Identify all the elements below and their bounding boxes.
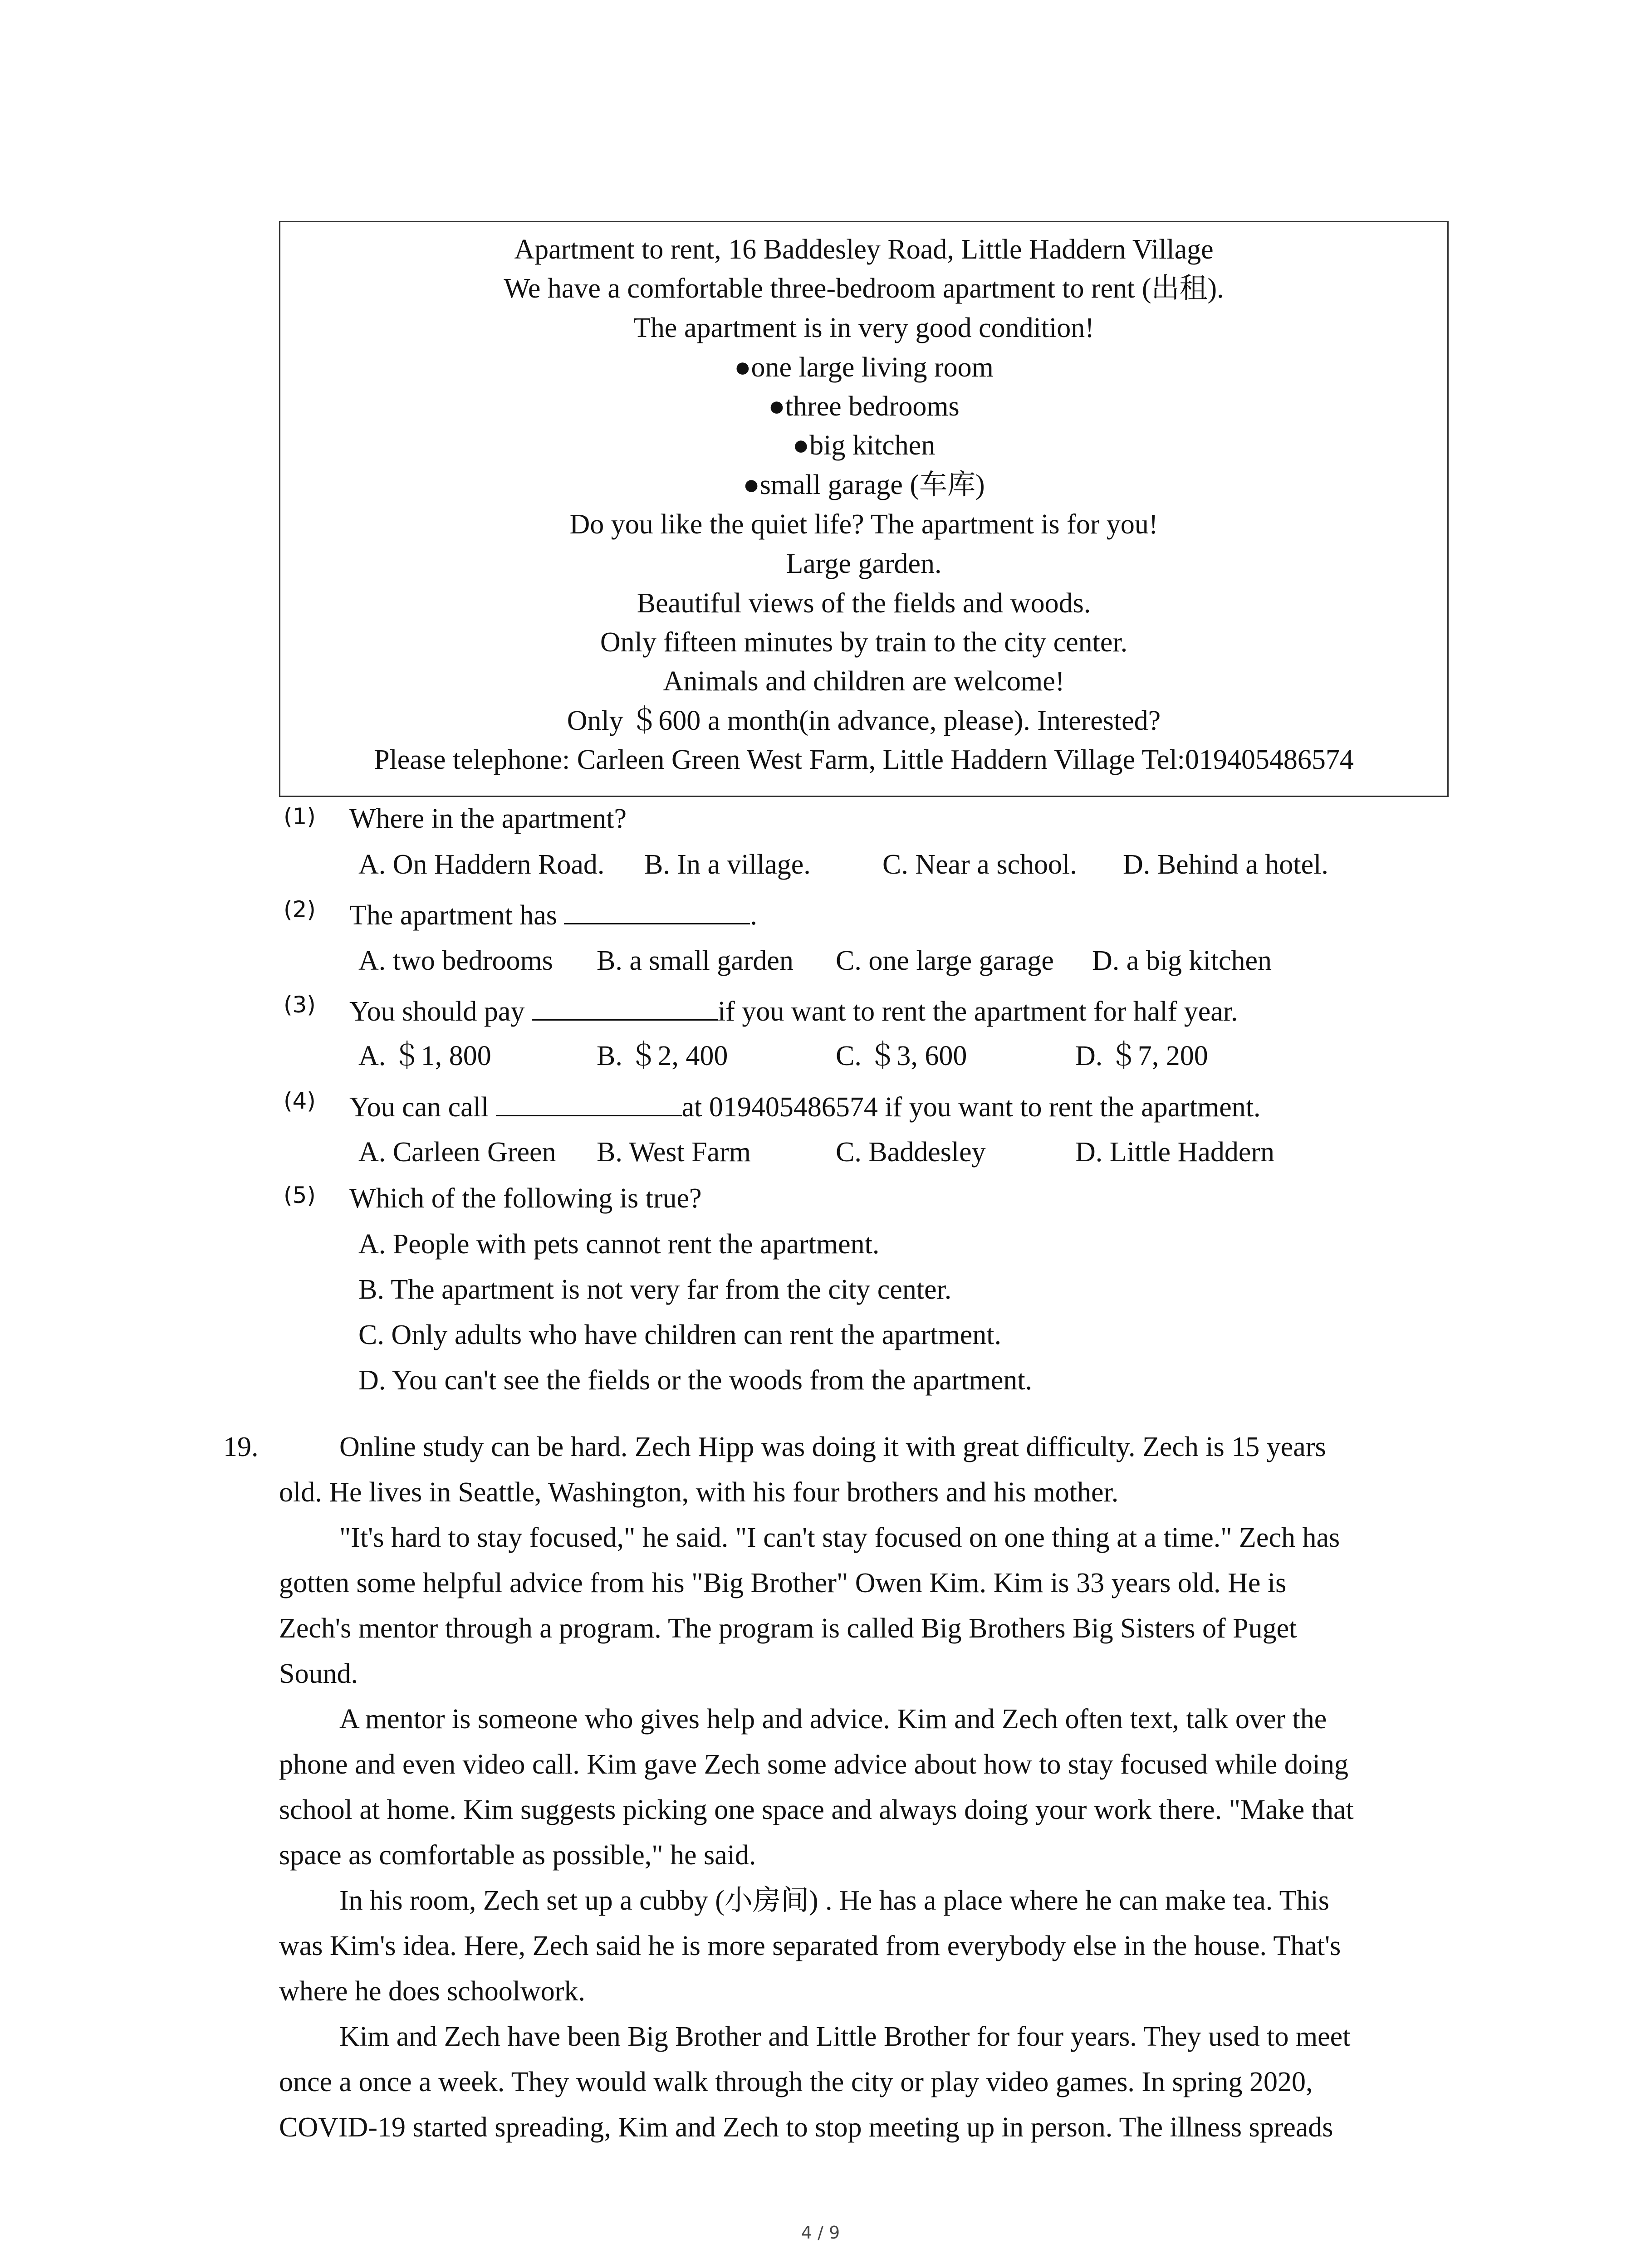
option-a: A. ＄1, 800 — [358, 1041, 491, 1071]
answer-blank — [532, 992, 718, 1021]
ad-title: Apartment to rent, 16 Baddesley Road, Little Haddern Village — [514, 234, 1214, 265]
ad-contact-line: Please telephone: Carleen Green West Farm, Little Haddern Village Tel:019405486574 — [374, 744, 1354, 775]
ad-line: Animals and children are welcome! — [663, 666, 1065, 697]
option-c: C. Only adults who have children can rent the apartment. — [358, 1320, 1001, 1350]
passage-line: COVID-19 started spreading, Kim and Zech to stop meeting up in person. The illness spreads — [279, 2112, 1333, 2143]
passage-number: 19. — [223, 1432, 259, 1462]
question-stem: Which of the following is true? — [349, 1183, 702, 1214]
question-number: (3) — [284, 992, 316, 1018]
stem-text: The apartment has — [349, 900, 564, 931]
passage-line: where he does schoolwork. — [279, 1976, 585, 2007]
question-number: (2) — [284, 896, 316, 923]
option-b: B. In a village. — [644, 849, 811, 880]
option-c: C. Baddesley — [836, 1137, 986, 1168]
ad-feature: ●big kitchen — [792, 430, 936, 461]
option-b: B. ＄2, 400 — [597, 1041, 728, 1071]
passage-line: A mentor is someone who gives help and advice. Kim and Zech often text, talk over the — [339, 1704, 1327, 1735]
ad-line: Only ＄600 a month(in advance, please). Interested? — [567, 705, 1161, 736]
question-number: (1) — [284, 803, 316, 830]
stem-text: at 019405486574 if you want to rent the apartment. — [681, 1092, 1261, 1123]
option-a: A. Carleen Green — [358, 1137, 556, 1168]
ad-line: Beautiful views of the fields and woods. — [637, 588, 1091, 619]
option-d: D. Behind a hotel. — [1123, 849, 1328, 880]
passage-line: old. He lives in Seattle, Washington, with his four brothers and his mother. — [279, 1477, 1119, 1508]
passage-line: school at home. Kim suggests picking one space and always doing your work there. "Make that — [279, 1794, 1354, 1825]
passage-line: Zech's mentor through a program. The program is called Big Brothers Big Sisters of Puget — [279, 1613, 1297, 1644]
stem-text: if you want to rent the apartment for half year. — [717, 996, 1238, 1027]
passage-line: phone and even video call. Kim gave Zech some advice about how to stay focused while doing — [279, 1749, 1349, 1780]
option-d: D. a big kitchen — [1092, 945, 1272, 976]
answer-blank — [496, 1088, 682, 1116]
option-a: A. People with pets cannot rent the apartment. — [358, 1229, 880, 1260]
ad-feature: ●one large living room — [734, 352, 994, 383]
passage-line: "It's hard to stay focused," he said. "I can't stay focused on one thing at a time." Zech has — [339, 1522, 1340, 1553]
passage-line: once a once a week. They would walk through the city or play video games. In spring 2020, — [279, 2067, 1313, 2097]
passage-line: Kim and Zech have been Big Brother and Little Brother for four years. They used to meet — [339, 2021, 1351, 2052]
passage-line: space as comfortable as possible," he said. — [279, 1840, 756, 1871]
stem-text: You should pay — [349, 996, 532, 1027]
option-b: B. West Farm — [597, 1137, 751, 1168]
option-b: B. The apartment is not very far from the city center. — [358, 1274, 952, 1305]
question-number: (5) — [284, 1182, 316, 1208]
ad-line: Large garden. — [786, 548, 942, 579]
page-number: 4 / 9 — [801, 2223, 840, 2243]
passage-line: In his room, Zech set up a cubby (小房间) . He has a place where he can make tea. This — [339, 1885, 1329, 1916]
answer-blank — [564, 896, 750, 924]
ad-feature: ●three bedrooms — [768, 391, 960, 422]
question-stem — [349, 896, 757, 934]
question-stem — [349, 1088, 1260, 1125]
option-a: A. On Haddern Road. — [358, 849, 605, 880]
option-d: D. Little Haddern — [1075, 1137, 1275, 1168]
question-stem: Where in the apartment? — [349, 803, 627, 834]
option-c: C. Near a school. — [882, 849, 1077, 880]
stem-text: You can call — [349, 1092, 496, 1123]
ad-line: Do you like the quiet life? The apartment is for you! — [569, 509, 1158, 540]
option-d: D. ＄7, 200 — [1075, 1041, 1208, 1071]
ad-line: Only fifteen minutes by train to the city center. — [600, 627, 1128, 658]
stem-text: . — [750, 900, 757, 931]
question-stem — [349, 992, 1238, 1030]
option-d: D. You can't see the fields or the woods from the apartment. — [358, 1365, 1033, 1396]
option-b: B. a small garden — [597, 945, 794, 976]
passage-line: Online study can be hard. Zech Hipp was doing it with great difficulty. Zech is 15 years — [339, 1432, 1326, 1462]
advertisement-box — [279, 221, 1449, 797]
passage-line: was Kim's idea. Here, Zech said he is more separated from everybody else in the house. That's — [279, 1931, 1341, 1961]
option-a: A. two bedrooms — [358, 945, 553, 976]
ad-line: The apartment is in very good condition! — [633, 313, 1094, 343]
question-number: (4) — [284, 1088, 316, 1114]
option-c: C. ＄3, 600 — [836, 1041, 967, 1071]
option-c: C. one large garage — [836, 945, 1054, 976]
ad-feature: ●small garage (车库) — [743, 469, 985, 500]
passage-line: Sound. — [279, 1658, 358, 1689]
ad-line: We have a comfortable three-bedroom apartment to rent (出租). — [504, 273, 1224, 304]
passage-line: gotten some helpful advice from his "Big Brother" Owen Kim. Kim is 33 years old. He is — [279, 1568, 1287, 1598]
